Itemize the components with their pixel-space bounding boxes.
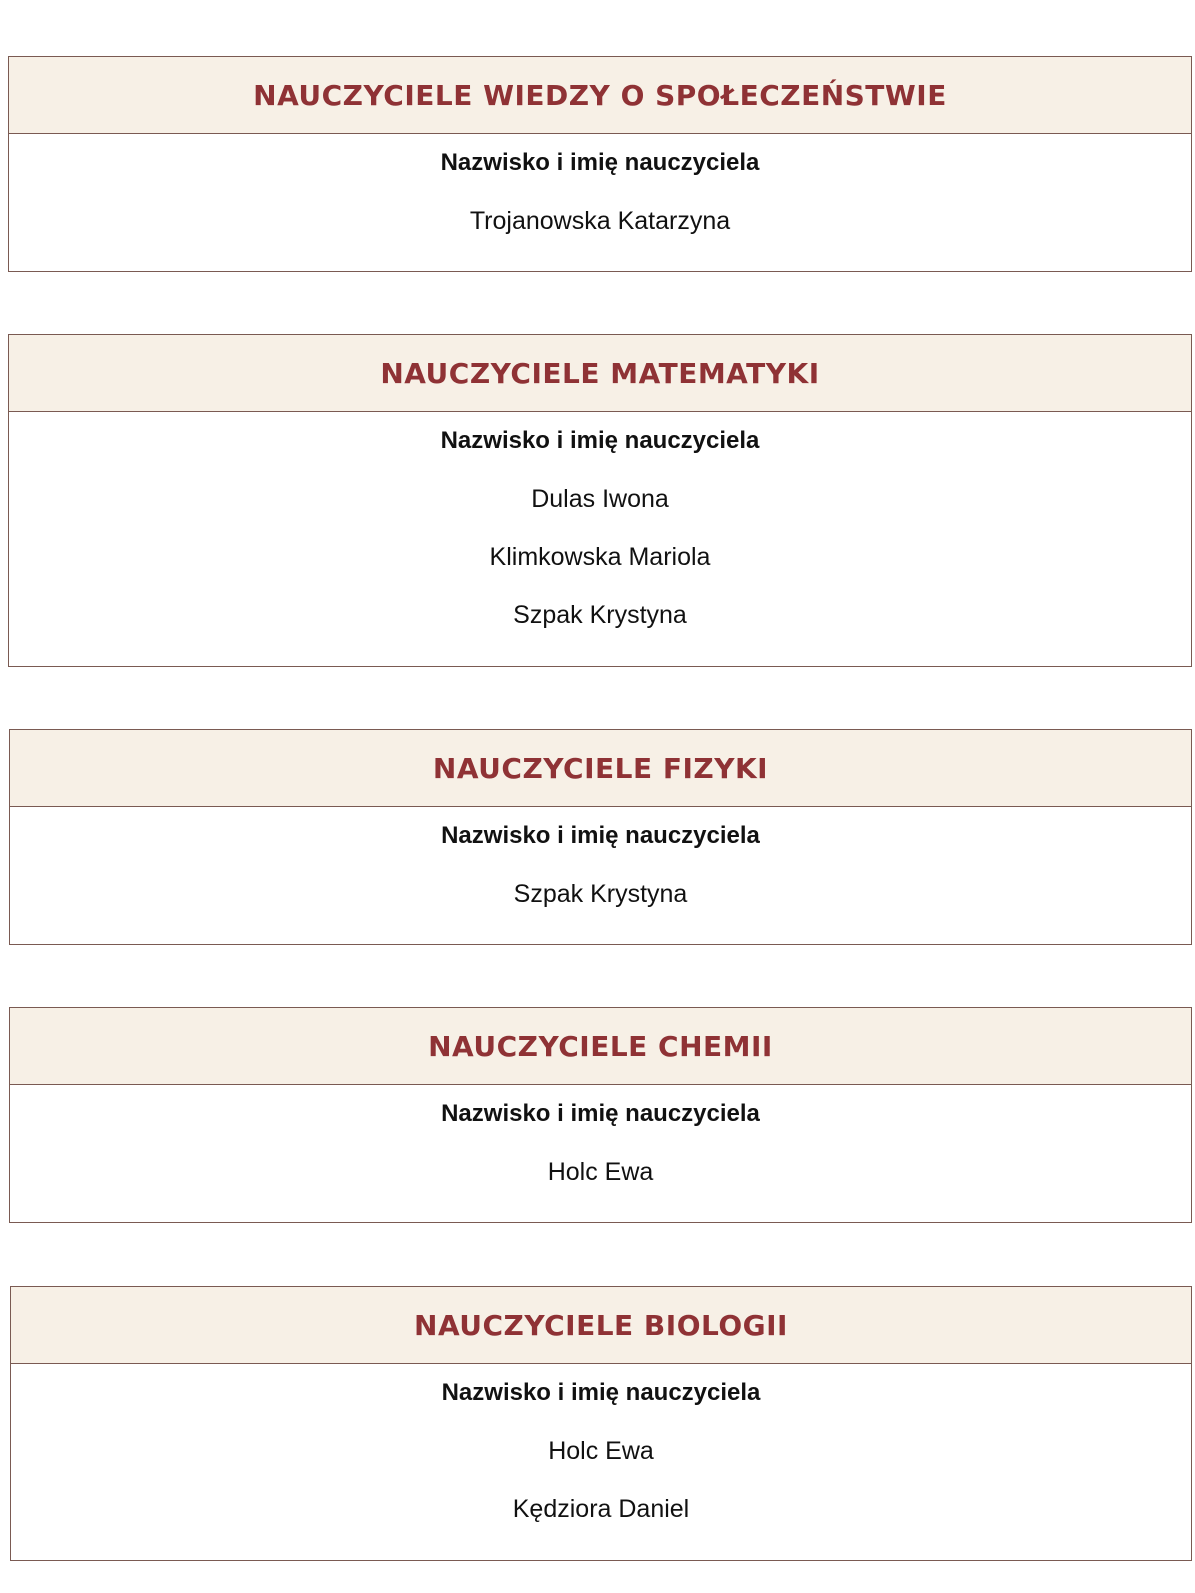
section-header — [10, 1008, 1191, 1085]
teacher-name: Klimkowska Mariola — [489, 542, 711, 571]
column-header: Nazwisko i imię nauczyciela — [441, 1379, 761, 1406]
section-header — [9, 335, 1191, 412]
section-title: NAUCZYCIELE BIOLOGII — [414, 1308, 788, 1342]
teacher-name: Kędziora Daniel — [512, 1494, 690, 1523]
teacher-name: Holc Ewa — [547, 1157, 654, 1186]
section-title: NAUCZYCIELE FIZYKI — [432, 751, 769, 785]
section-header — [9, 57, 1191, 134]
teacher-name: Holc Ewa — [548, 1436, 654, 1465]
section-header — [11, 1287, 1191, 1364]
section-matematyka — [8, 334, 1192, 667]
teacher-name: Trojanowska Katarzyna — [469, 206, 731, 235]
section-biologia — [10, 1286, 1192, 1561]
column-header: Nazwisko i imię nauczyciela — [440, 149, 760, 176]
section-title: NAUCZYCIELE CHEMII — [428, 1029, 773, 1063]
section-chemia — [9, 1007, 1192, 1223]
column-header: Nazwisko i imię nauczyciela — [441, 1100, 760, 1127]
section-wos — [8, 56, 1192, 272]
teacher-name: Dulas Iwona — [531, 484, 669, 513]
section-header — [10, 730, 1191, 807]
teacher-name: Szpak Krystyna — [513, 600, 687, 629]
section-title: NAUCZYCIELE WIEDZY O SPOŁECZEŃSTWIE — [253, 78, 947, 112]
column-header: Nazwisko i imię nauczyciela — [441, 822, 760, 849]
section-title: NAUCZYCIELE MATEMATYKI — [380, 356, 820, 390]
teacher-name: Szpak Krystyna — [513, 879, 688, 908]
column-header: Nazwisko i imię nauczyciela — [440, 427, 760, 454]
section-fizyka — [9, 729, 1192, 945]
